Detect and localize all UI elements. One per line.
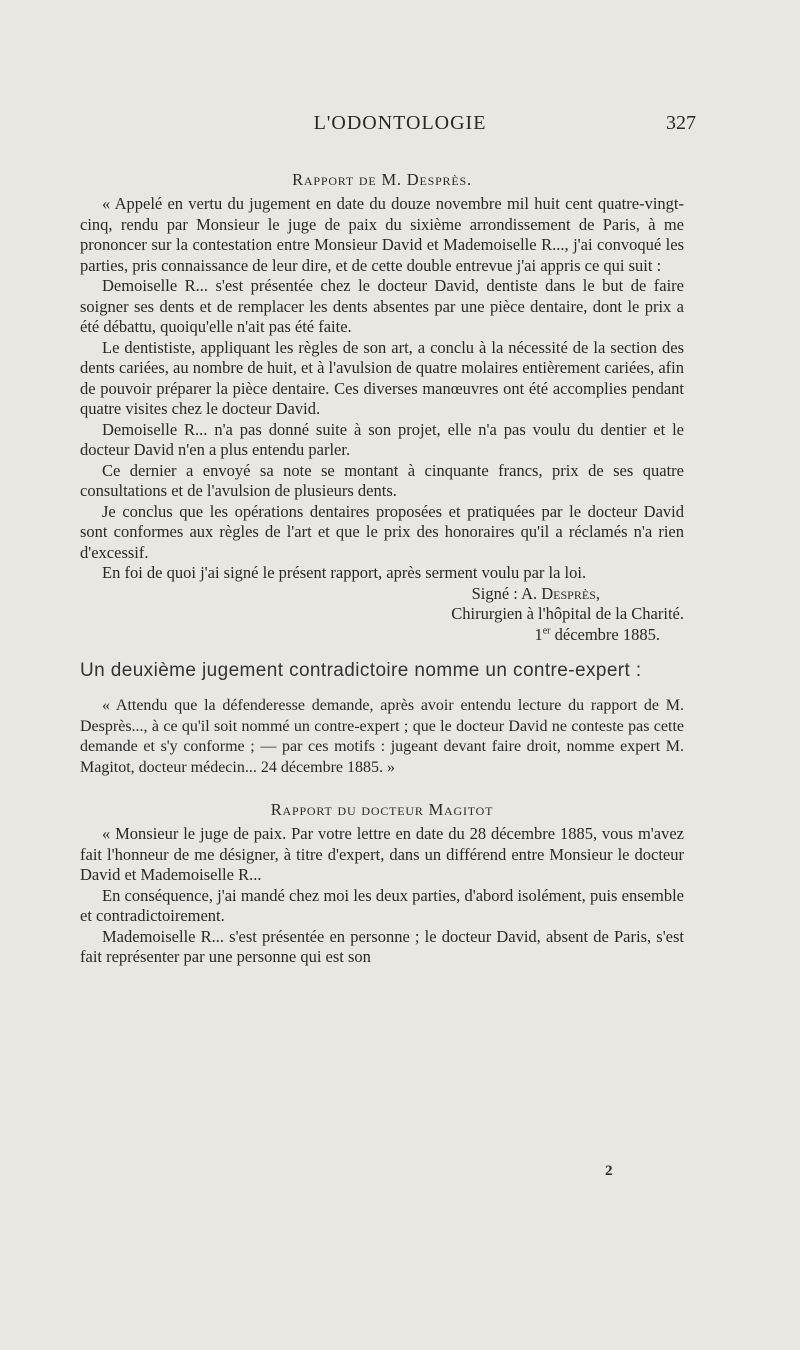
paragraph: Ce dernier a envoyé sa note se montant à cinquante francs, prix de ses quatre consultations et de l'avulsion de plusieurs dents. [80,460,684,500]
paragraph: Je conclus que les opérations dentaires proposées et pratiquées par le docteur David sont conformes aux règles de l'art et que le prix des honoraires qu'il a réclamés n'a rien d'excessif. [80,501,684,562]
paragraph: « Appelé en vertu du jugement en date du douze novembre mil huit cent quatre-vingt-cinq, rendu par Monsieur le juge de paix du sixième arrondissement de Paris, à me prononcer sur la contestation entre Monsieur David et Mademoiselle R..., j'ai convoqué les parties, pris connaissance de leur dire, et de cette double entrevue j'ai appris ce qui suit : [80,194,684,275]
judgment-quote: « Attendu que la défenderesse demande, après avoir entendu lecture du rapport de M. Desprès..., à ce qu'il soit nommé un contre-expert ; que le docteur David ne conteste pas cette demande et s'y conforme ; — par ces motifs : jugeant devant faire droit, nomme expert M. Magitot, docteur médecin... 24 décembre 1885. » [80,697,684,776]
page-number: 327 [666,112,696,134]
signature-mark: 2 [605,1163,613,1179]
page-header [0,112,800,142]
section-title-magitot: Rapport du docteur Magitot [270,800,494,819]
paragraph: Demoiselle R... n'a pas donné suite à son projet, elle n'a pas voulu du dentier et le docteur David n'en a plus entendu parler. [80,419,684,459]
intro-second-judgment: Un deuxième jugement contradictoire nomme un contre-expert : [80,660,642,681]
paragraph: En conséquence, j'ai mandé chez moi les deux parties, d'abord isolément, puis ensemble et contradictoirement. [80,885,684,925]
paragraph: Mademoiselle R... s'est présentée en personne ; le docteur David, absent de Paris, s'est fait représenter par une personne qui est son [80,926,684,966]
signature-prefix: Signé : A. [471,583,542,603]
signature-name: Desprès, [541,583,600,603]
paragraph: Le dentististe, appliquant les règles de son art, a conclu à la nécessité de la section des dents cariées, au nombre de huit, et à l'avulsion de quatre molaires entièrement cariées, afin de pouvoir préparer la pièce dentaire. Ces diverses manœuvres ont été accomplies pendant quatre visites chez le docteur David. [80,337,684,418]
spacer [80,778,684,800]
signature-date [80,625,684,646]
date-superscript: er [542,625,551,636]
running-title: L'ODONTOLOGIE [313,112,487,134]
date-rest: décembre 1885. [550,624,660,644]
section-title-despres: Rapport de M. Desprès. [292,170,472,189]
paragraph: En foi de quoi j'ai signé le présent rapport, après serment voulu par la loi. [102,563,587,582]
signature-position: Chirurgien à l'hôpital de la Charité. [451,604,684,623]
signature-line [80,584,684,605]
page-content [80,170,684,968]
date-day: 1 [534,624,543,644]
paragraph: Demoiselle R... s'est présentée chez le docteur David, dentiste dans le but de faire soigner ses dents et de remplacer les dents absentes par une pièce dentaire, dont le prix a été débattu, quoiqu'elle n'ait pas été faite. [80,276,684,336]
paragraph: « Monsieur le juge de paix. Par votre lettre en date du 28 décembre 1885, vous m'avez fait l'honneur de me désigner, à titre d'expert, dans un différend entre Monsieur le docteur David et Mademoiselle R... [80,824,684,884]
